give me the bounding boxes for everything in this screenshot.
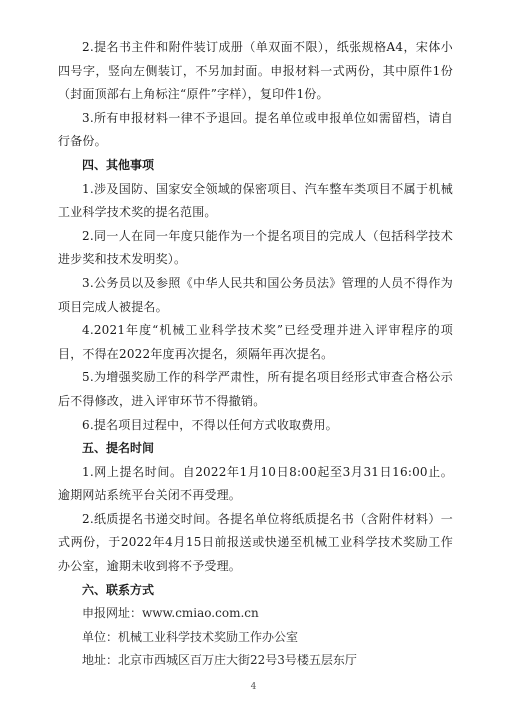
contact-address: 地址：北京市西城区百万庄大街22号3号楼五层东厅 [82, 653, 357, 668]
list-item: 3.公务员以及参照《中华人民共和国公务员法》管理的人员不得作为项目完成人被提名。 [58, 275, 453, 314]
contact-website: 申报网址：www.cmiao.com.cn [82, 606, 259, 621]
list-item: 5.为增强奖励工作的科学严肃性，所有提名项目经形式审查合格公示后不得修改，进入评审环节不得撤销。 [58, 370, 453, 408]
list-item: 1.涉及国防、国家安全领域的保密项目、汽车整车类项目不属于机械工业科学技术奖的提名范围。 [58, 181, 453, 220]
page-number: 4 [250, 682, 257, 692]
paragraph-no-return: 3.所有申报材料一律不予退回。提名单位或申报单位如需留档，请自行备份。 [58, 110, 453, 149]
list-item: 2.纸质提名书递交时间。各提名单位将纸质提名书（含附件材料）一式两份，于2022年4月15日前报送或快递至机械工业科学技术奖励工作办公室，逾期未收到将不予受理。 [58, 511, 453, 574]
list-item: 4.2021年度“机械工业科学技术奖”已经受理并进入评审程序的项目，不得在2022年度再次提名，须隔年再次提名。 [58, 323, 453, 361]
section-heading-nomination-time: 五、提名时间 [82, 441, 155, 456]
contact-unit: 单位：机械工业科学技术奖励工作办公室 [82, 629, 299, 644]
list-item: 2.同一人在同一年度只能作为一个提名项目的完成人（包括科学技术进步奖和技术发明奖）。 [58, 228, 453, 267]
section-heading-other-matters: 四、其他事项 [82, 157, 155, 172]
section-heading-contact: 六、联系方式 [82, 582, 155, 597]
list-item: 1.网上提名时间。自2022年1月10日8:00起至3月31日16:00止。逾期网站系统平台关闭不再受理。 [58, 464, 453, 503]
paragraph-submission-format: 2.提名书主件和附件装订成册（单双面不限），纸张规格A4，宋体小四号字，竖向左侧装订，不另加封面。申报材料一式两份，其中原件1份（封面顶部右上角标注“原件”字样），复印件1份。 [58, 40, 453, 102]
list-item: 6.提名项目过程中，不得以任何方式收取费用。 [82, 417, 338, 432]
